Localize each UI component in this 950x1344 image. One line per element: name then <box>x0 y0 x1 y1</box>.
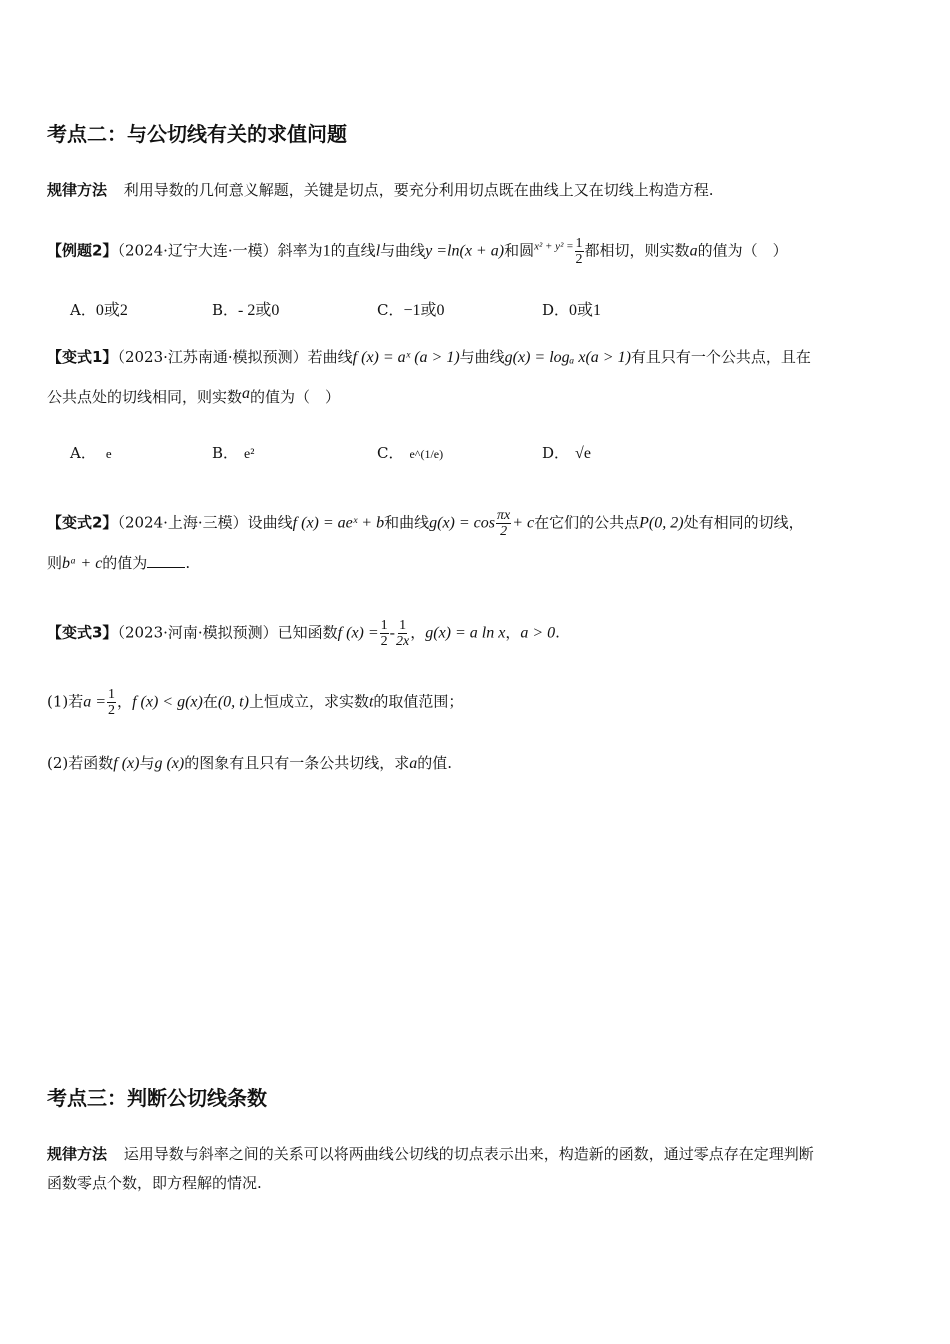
option-a[interactable]: A． e <box>70 444 112 462</box>
section-title: 考点三：判断公切线条数 <box>47 1086 267 1110</box>
method-label: 规律方法 <box>47 1145 108 1163</box>
method-text: 利用导数的几何意义解题，关键是切点，要充分利用切点既在曲线上又在切线上构造方程. <box>123 181 714 199</box>
variant3-question: 【变式3】（2023·河南·模拟预测）已知函数f (x) = $\frac{1}{2}$ - $\frac{1}{2x}$ ，g(x) = a ln x，a > 0. <box>47 618 560 649</box>
method-paragraph-line2: 函数零点个数，即方程解的情况. <box>47 1174 262 1192</box>
option-a[interactable]: A．0或2 <box>70 301 128 319</box>
variant3-part2: (2)若函数f (x)与g (x)的图象有且只有一条公共切线，求a的值. <box>47 754 453 772</box>
option-b[interactable]: B．- 2或0 <box>212 301 280 319</box>
variant1-question-line2: 公共点处的切线相同，则实数a的值为（ ） <box>47 385 341 406</box>
option-b[interactable]: B． e² <box>212 444 255 462</box>
question-source: （2023·江苏南通·模拟预测） <box>117 348 308 366</box>
option-d[interactable]: D． √e <box>542 444 591 462</box>
fraction: $\frac{1}{2}$ <box>380 618 388 649</box>
fraction: $\frac{1}{2}$ <box>108 687 116 718</box>
variant2-question: 【变式2】（2024·上海·三模）设曲线f (x) = aeˣ + b和曲线g(x) = cos $\frac{\pi x}{2}$ + c在它们的公共点P(0, 2)处有相同的切线， <box>47 508 804 539</box>
option-d[interactable]: D．0或1 <box>542 301 602 319</box>
fraction: $\frac{\pi x}{2}$ <box>497 508 511 539</box>
question-source: （2023·河南·模拟预测） <box>117 623 278 642</box>
fraction: $\frac{1}{2}$ <box>575 236 583 267</box>
method-paragraph <box>47 183 714 198</box>
question-source: （2024·上海·三模） <box>117 513 248 532</box>
section-title: 考点二：与公切线有关的求值问题 <box>47 122 347 146</box>
option-c[interactable]: C．−1或0 <box>377 301 445 319</box>
method-paragraph: 规律方法 运用导数与斜率之间的关系可以将两曲线公切线的切点表示出来，构造新的函数，通过零点存在定理判断 <box>47 1145 814 1163</box>
variant3-part1: (1)若a = $\frac{1}{2}$ ，f (x) < g(x)在(0, t)上恒成立，求实数t的取值范围； <box>47 687 464 718</box>
variant2-question-line2: 则bᵃ + c的值为 . <box>47 554 191 572</box>
answer-blank[interactable] <box>147 555 185 568</box>
method-label: 规律方法 <box>47 181 108 199</box>
question-source: （2024·辽宁大连·一模） <box>117 241 278 260</box>
question-tag: 【变式1】 <box>47 348 118 366</box>
option-c[interactable]: C． e^(1/e) <box>377 444 444 462</box>
variant1-question: 【变式1】（2023·江苏南通·模拟预测）若曲线f (x) = aˣ (a > 1)与曲线g(x) = logₐ x(a > 1)有且只有一个公共点，且在 <box>47 348 811 366</box>
question-tag: 【例题2】 <box>47 241 118 260</box>
question-tag: 【变式3】 <box>47 623 118 642</box>
example2-question: 【例题2】（2024·辽宁大连·一模）斜率为1的直线l与曲线y =ln(x + a)和圆$^{x^2 + y^2 =}$ $\frac{1}{2}$ 都相切，则实数a的值为（ ） <box>47 236 788 267</box>
question-tag: 【变式2】 <box>47 513 118 532</box>
fraction: $\frac{1}{2x}$ <box>396 618 410 649</box>
